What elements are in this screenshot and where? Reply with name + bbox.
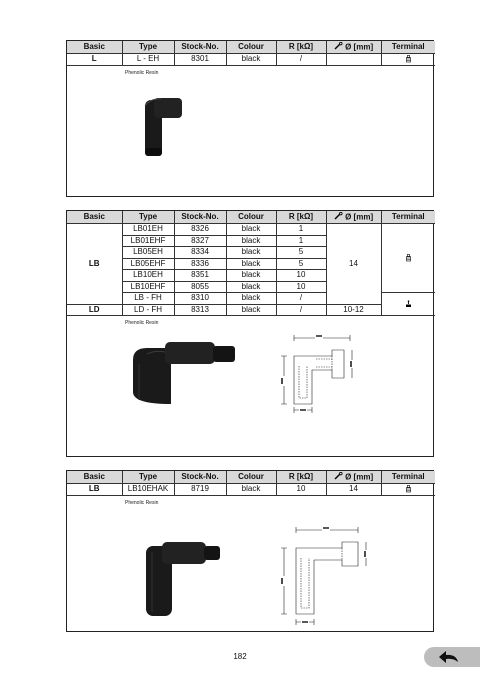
- cell-type: LB01EH: [122, 224, 174, 236]
- header-colour: Colour: [226, 211, 276, 224]
- cell-terminal: [381, 224, 435, 293]
- technical-drawing: [272, 520, 382, 632]
- header-stock: Stock-No.: [174, 41, 226, 54]
- back-button[interactable]: [424, 647, 480, 667]
- threaded-terminal-icon: [405, 254, 412, 262]
- material-label: Phenolic Resin: [125, 320, 159, 326]
- product-block-lb-ld: [66, 210, 434, 457]
- header-stock: Stock-No.: [174, 471, 226, 484]
- cell-diameter: 14: [326, 484, 381, 496]
- product-image-area: [67, 66, 433, 199]
- header-r: R [kΩ]: [276, 471, 326, 484]
- spec-table-l: [67, 41, 435, 66]
- cell-type: L - EH: [122, 54, 174, 66]
- cell-colour: black: [226, 484, 276, 496]
- cell-type: LB - FH: [122, 293, 174, 305]
- cell-type: LB10EH: [122, 270, 174, 282]
- table-row: [67, 54, 435, 66]
- page-number: 182: [233, 652, 247, 661]
- table-header-row: [67, 211, 435, 224]
- cell-type: LB05EHF: [122, 258, 174, 270]
- cell-colour: black: [226, 293, 276, 305]
- cell-type: LB01EHF: [122, 235, 174, 247]
- table-row: [67, 484, 435, 496]
- header-diameter: Ø [mm]: [326, 471, 381, 484]
- cell-r: 5: [276, 258, 326, 270]
- cell-type: LB05EH: [122, 247, 174, 259]
- header-colour: Colour: [226, 41, 276, 54]
- header-basic: Basic: [67, 211, 122, 224]
- cell-terminal: [381, 54, 435, 66]
- header-type: Type: [122, 41, 174, 54]
- back-arrow-icon: [438, 650, 460, 664]
- cell-stock: 8719: [174, 484, 226, 496]
- cell-r: 10: [276, 270, 326, 282]
- cell-basic: LD: [67, 304, 122, 316]
- cell-terminal: [381, 484, 435, 496]
- header-terminal: Terminal: [381, 471, 435, 484]
- cell-type: LB10EHAK: [122, 484, 174, 496]
- cell-stock: 8334: [174, 247, 226, 259]
- product-image-area: [67, 496, 433, 634]
- cell-stock: 8326: [174, 224, 226, 236]
- spark-plug-cap-photo: [142, 532, 232, 622]
- cell-stock: 8301: [174, 54, 226, 66]
- cell-colour: black: [226, 304, 276, 316]
- table-row: [67, 224, 435, 236]
- product-block-lb10ehak: [66, 470, 434, 632]
- cell-stock: 8313: [174, 304, 226, 316]
- header-diameter: Ø [mm]: [326, 211, 381, 224]
- cell-type: LB10EHF: [122, 281, 174, 293]
- header-r: R [kΩ]: [276, 41, 326, 54]
- cell-r: 10: [276, 281, 326, 293]
- snap-terminal-icon: [405, 300, 412, 308]
- cell-diameter: 14: [326, 224, 381, 305]
- cell-basic: LB: [67, 484, 122, 496]
- header-colour: Colour: [226, 471, 276, 484]
- product-image-area: [67, 316, 433, 447]
- cell-basic: L: [67, 54, 122, 66]
- cell-colour: black: [226, 247, 276, 259]
- cell-diameter: 10-12: [326, 304, 381, 316]
- threaded-terminal-icon: [405, 485, 412, 493]
- cell-colour: black: [226, 281, 276, 293]
- cell-basic: LB: [67, 224, 122, 305]
- wrench-icon: [334, 212, 343, 223]
- header-r: R [kΩ]: [276, 211, 326, 224]
- spec-table-lb-ld: [67, 211, 435, 316]
- spark-plug-cap-photo: [125, 334, 243, 412]
- cell-stock: 8351: [174, 270, 226, 282]
- cell-r: 1: [276, 235, 326, 247]
- header-diameter: Ø [mm]: [326, 41, 381, 54]
- header-type: Type: [122, 211, 174, 224]
- header-stock: Stock-No.: [174, 211, 226, 224]
- spark-plug-cap-photo: [141, 94, 185, 160]
- material-label: Phenolic Resin: [125, 499, 159, 506]
- cell-type: LD - FH: [122, 304, 174, 316]
- technical-drawing: [272, 326, 362, 416]
- cell-colour: black: [226, 235, 276, 247]
- header-terminal: Terminal: [381, 211, 435, 224]
- cell-colour: black: [226, 54, 276, 66]
- cell-stock: 8336: [174, 258, 226, 270]
- cell-stock: 8327: [174, 235, 226, 247]
- cell-r: 1: [276, 224, 326, 236]
- wrench-icon: [334, 472, 343, 483]
- cell-r: /: [276, 293, 326, 305]
- cell-colour: black: [226, 224, 276, 236]
- cell-colour: black: [226, 258, 276, 270]
- cell-r: /: [276, 304, 326, 316]
- header-terminal: Terminal: [381, 41, 435, 54]
- table-row: [67, 304, 435, 316]
- spec-table-lb10ehak: [67, 471, 435, 496]
- cell-r: /: [276, 54, 326, 66]
- header-basic: Basic: [67, 41, 122, 54]
- material-label: Phenolic Resin: [125, 69, 159, 76]
- cell-stock: 8055: [174, 281, 226, 293]
- cell-terminal: [381, 293, 435, 316]
- product-block-l: [66, 40, 434, 197]
- cell-r: 10: [276, 484, 326, 496]
- cell-diameter: [326, 54, 381, 66]
- table-header-row: [67, 471, 435, 484]
- cell-colour: black: [226, 270, 276, 282]
- table-header-row: [67, 41, 435, 54]
- cell-stock: 8310: [174, 293, 226, 305]
- threaded-terminal-icon: [405, 55, 412, 63]
- cell-r: 5: [276, 247, 326, 259]
- header-type: Type: [122, 471, 174, 484]
- header-basic: Basic: [67, 471, 122, 484]
- wrench-icon: [334, 42, 343, 53]
